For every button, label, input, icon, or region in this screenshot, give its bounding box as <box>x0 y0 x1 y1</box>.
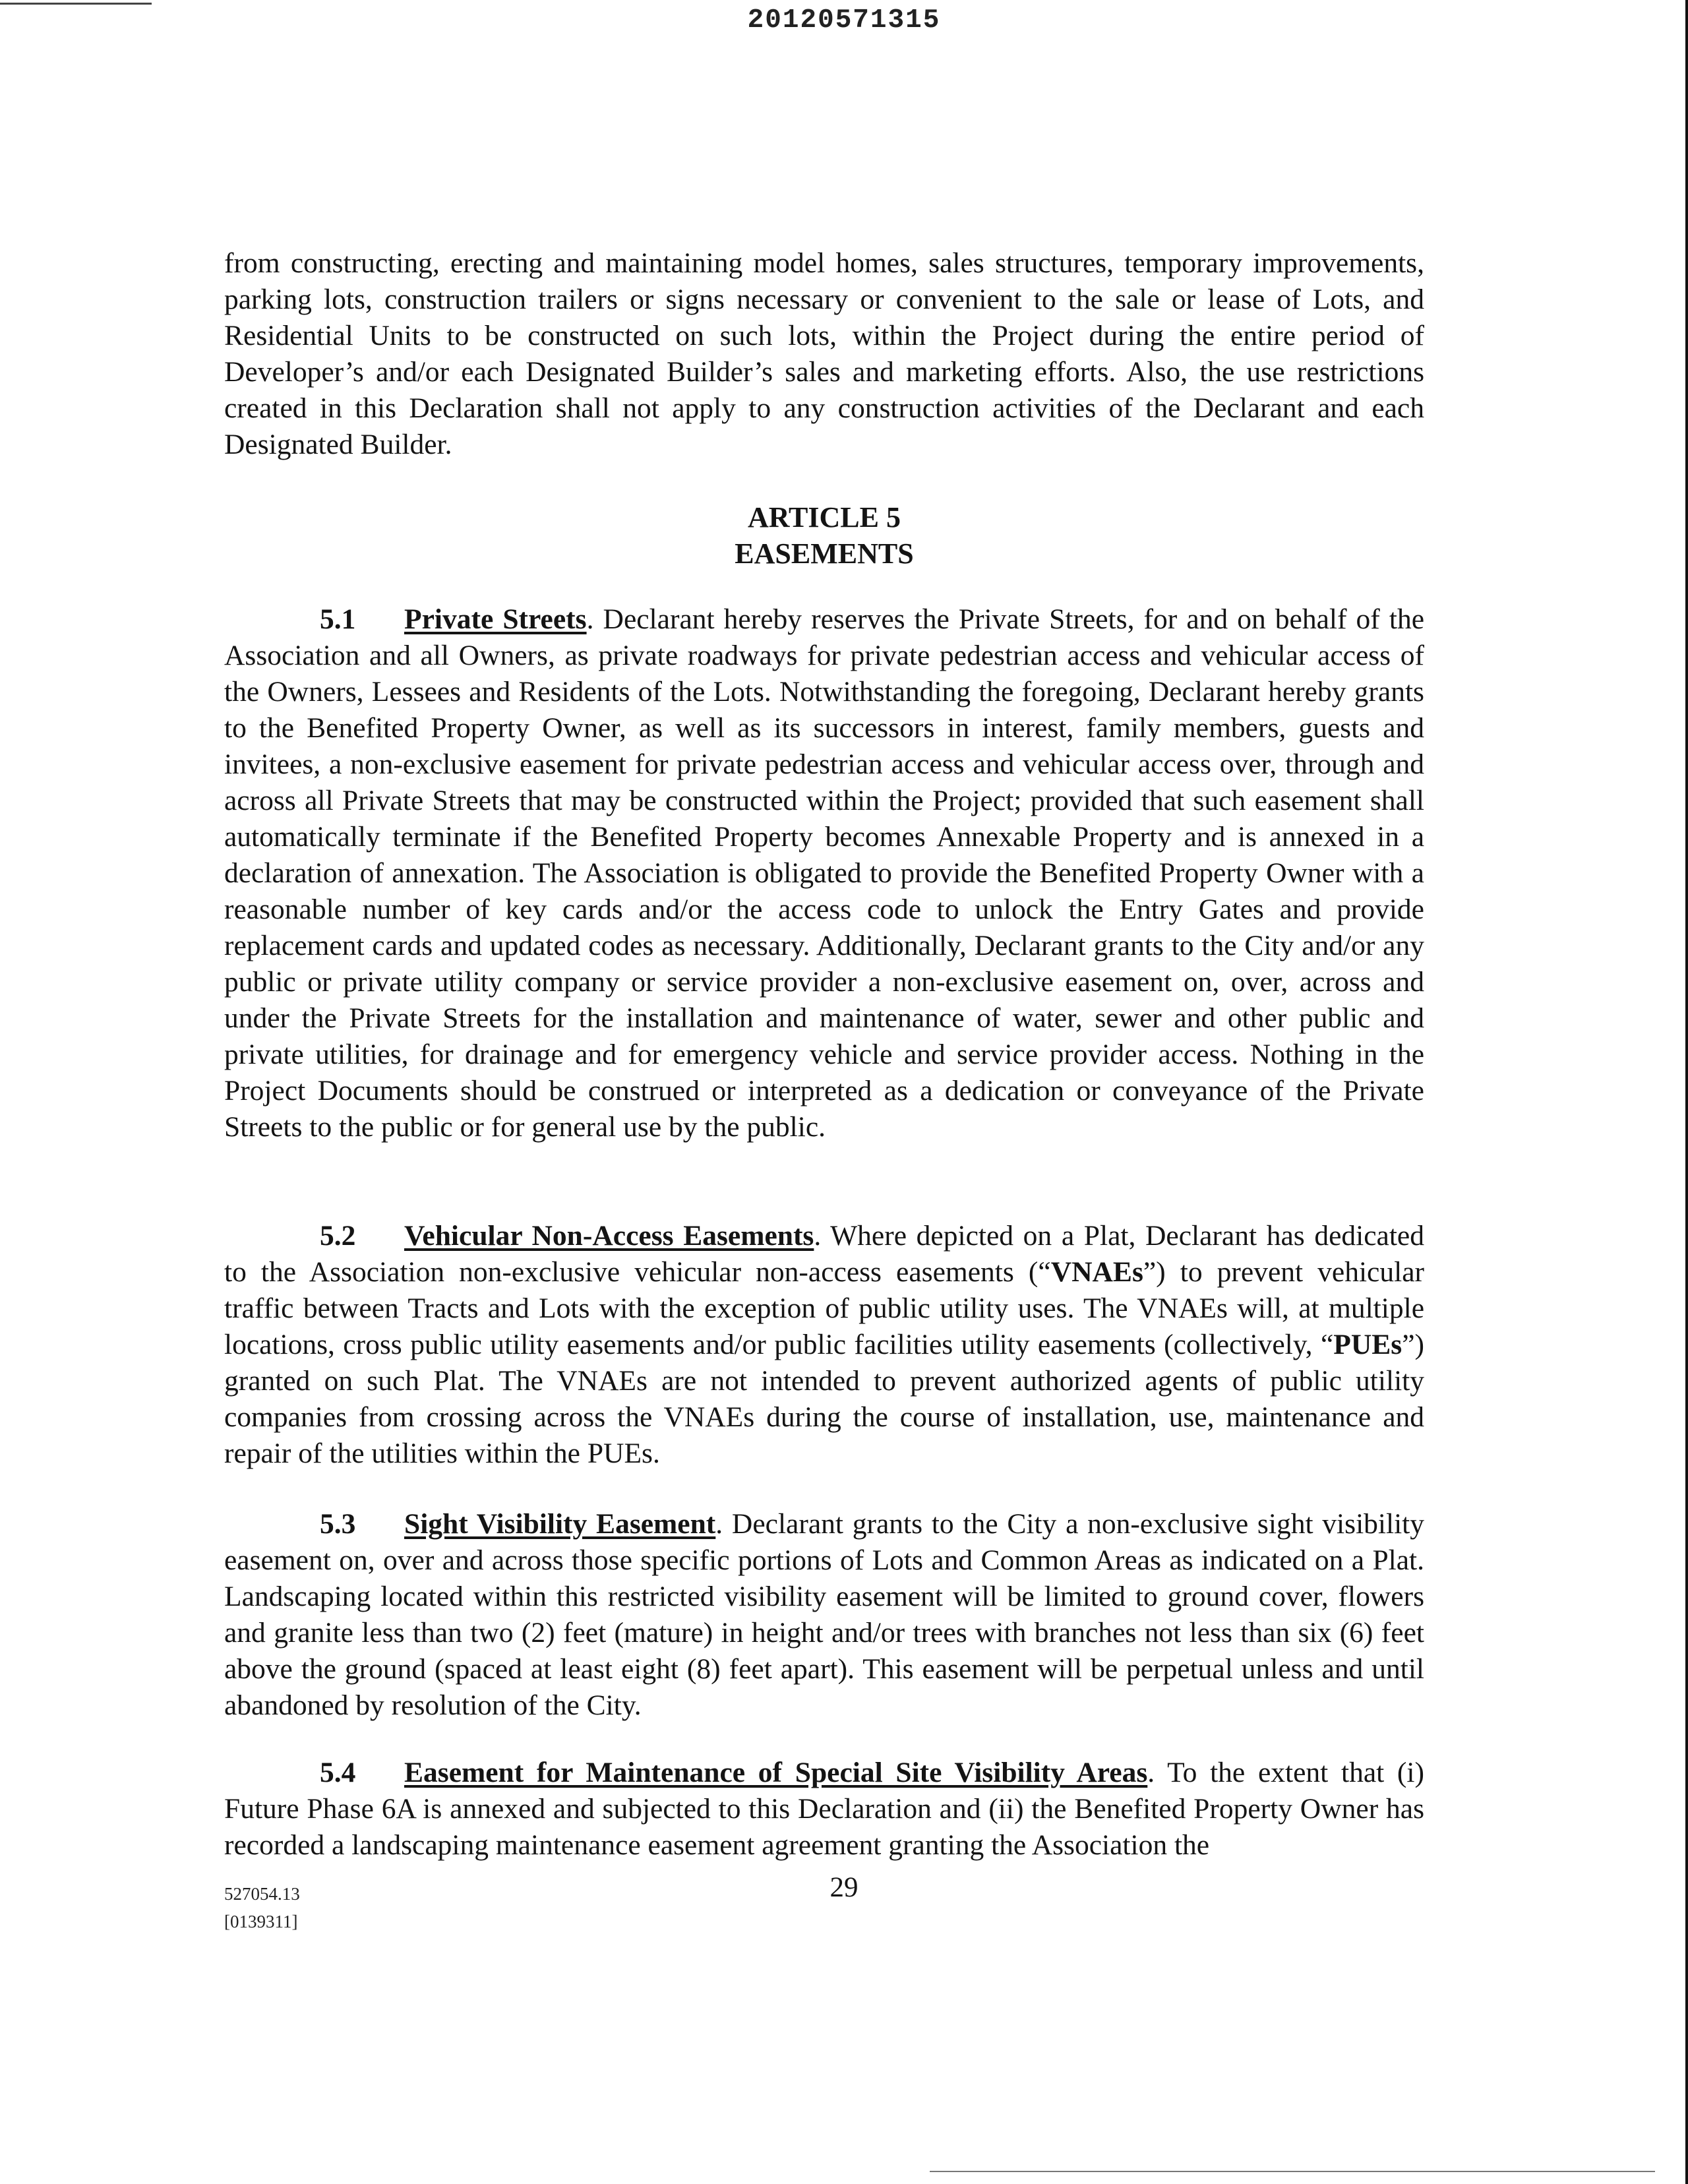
scan-artifact-bottom-line <box>930 2171 1655 2172</box>
footer-client-id: [0139311] <box>224 1912 298 1931</box>
footer-document-id: 527054.13 <box>224 1884 300 1904</box>
section-body-text: . Declarant hereby reserves the Private Streets, for and on behalf of the Association and all Owners, as private roadways for private pedestrian access and vehicular access of the Owners, Lessees and Residents of the Lots. Notwithstanding the foregoing, Declarant hereby grants to the Benefited Property Owner, as well as its successors in interest, family members, guests and invitees, a non-exclusive easement for private pedestrian access and vehicular access over, through and across all Private Streets that may be constructed within the Project; provided that such easement shall automatically terminate if the Benefited Property becomes Annexable Property and is annexed in a declaration of annexation. The Association is obligated to provide the Benefited Property Owner with a reasonable number of key cards and/or the access code to unlock the Entry Gates and provide replacement cards and updated codes as necessary. Additionally, Declarant grants to the City and/or any public or private utility company or service provider a non-exclusive easement on, over, across and under the Private Streets for the installation and maintenance of water, sewer and other public and private utilities, for drainage and for emergency vehicle and service provider access. Nothing in the Project Documents should be construed or interpreted as a dedication or conveyance of the Private Streets to the public or for general use by the public. <box>224 603 1424 1143</box>
section-5-3-paragraph <box>224 1506 1424 1724</box>
article-number-heading: ARTICLE 5 <box>748 501 901 533</box>
intro-paragraph: from constructing, erecting and maintaining model homes, sales structures, temporary improvements, parking lots, construction trailers or signs necessary or convenient to the sale or lease of Lots, and Residential Units to be constructed on such lots, within the Project during the entire period of Developer’s and/or each Designated Builder’s sales and marketing efforts. Also, the use restrictions created in this Declaration shall not apply to any construction activities of the Declarant and each Designated Builder. <box>224 247 1424 460</box>
defined-term-vnaes: VNAEs <box>1050 1256 1143 1288</box>
section-body-text: . Where depicted on a Plat, Declarant has dedicated to the Association non-exclusive vehicular non-access easements (“ <box>224 1220 1424 1288</box>
section-title: Vehicular Non-Access Easements <box>404 1220 814 1252</box>
section-body-text: . Declarant grants to the City a non-exclusive sight visibility easement on, over and across those specific portions of Lots and Common Areas as indicated on a Plat. Landscaping located within this restricted visibility easement will be limited to ground cover, flowers and granite less than two (2) feet (mature) in height and/or trees with branches not less than six (6) feet above the ground (spaced at least eight (8) feet apart). This easement will be perpetual unless and until abandoned by resolution of the City. <box>224 1508 1424 1721</box>
article-title-heading: EASEMENTS <box>735 537 914 570</box>
section-title: Private Streets <box>404 603 587 635</box>
page-number: 29 <box>829 1872 859 1903</box>
section-5-2-paragraph <box>224 1218 1424 1472</box>
section-title: Sight Visibility Easement <box>404 1508 716 1540</box>
section-number: 5.3 <box>320 1508 356 1540</box>
scan-artifact-right-edge <box>1685 0 1688 2184</box>
section-number: 5.1 <box>320 603 356 635</box>
section-number: 5.4 <box>320 1757 356 1788</box>
defined-term-pues: PUEs <box>1333 1329 1402 1360</box>
recording-number: 20120571315 <box>747 5 941 36</box>
section-5-4-paragraph <box>224 1755 1424 1864</box>
section-5-1-paragraph <box>224 601 1424 1145</box>
section-number: 5.2 <box>320 1220 356 1252</box>
section-body-text: ”) to prevent vehicular traffic between Tracts and Lots with the exception of public utility uses. The VNAEs will, at multiple locations, cross public utility easements and/or public facilities utility easements (collectively, “ <box>224 1256 1424 1360</box>
section-body-text: . To the extent that (i) Future Phase 6A is annexed and subjected to this Declaration and (ii) the Benefited Property Owner has recorded a landscaping maintenance easement agreement granting the Association the <box>224 1757 1424 1861</box>
scan-artifact-top-line <box>0 3 152 5</box>
section-body-text: ”) granted on such Plat. The VNAEs are not intended to prevent authorized agents of public utility companies from crossing across the VNAEs during the course of installation, use, maintenance and repair of the utilities within the PUEs. <box>224 1329 1424 1469</box>
section-title: Easement for Maintenance of Special Site Visibility Areas <box>404 1757 1148 1788</box>
